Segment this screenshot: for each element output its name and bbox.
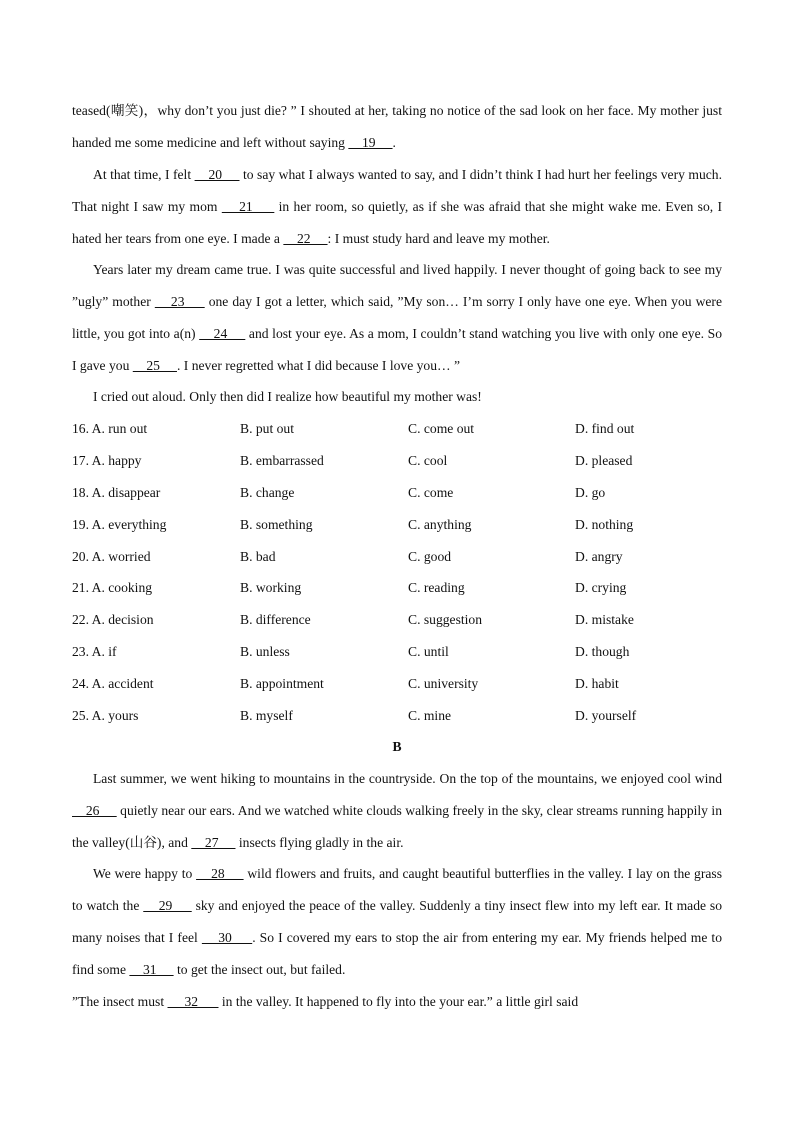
option-b[interactable]: B. myself: [240, 708, 293, 724]
option-a[interactable]: 19. A. everything: [72, 516, 167, 532]
passage-text: At that time, I felt: [93, 167, 195, 182]
passage-text: and lost your eye. As a mom, I couldn’t stand watching you live with only one eye. So I gave you: [72, 325, 722, 373]
option-d[interactable]: D. angry: [575, 548, 623, 564]
option-d[interactable]: D. yourself: [575, 708, 637, 724]
passage-b-paragraph-2: [72, 858, 722, 986]
option-d[interactable]: D. mistake: [575, 612, 634, 628]
option-d[interactable]: D. find out: [575, 421, 635, 436]
passage-text: in her room, so quietly, as if she was afraid that she might wake me. Even so, I hated her tears from one eye. I made a: [72, 198, 722, 246]
option-c[interactable]: C. reading: [408, 580, 465, 596]
passage-text: .: [392, 134, 396, 150]
option-a[interactable]: 21. A. cooking: [72, 580, 153, 596]
option-d[interactable]: D. though: [575, 644, 630, 660]
question-row-21: [72, 572, 722, 604]
option-d[interactable]: D. pleased: [575, 452, 633, 468]
option-a[interactable]: 20. A. worried: [72, 548, 151, 564]
question-row-24: [72, 668, 722, 700]
question-row-23: [72, 636, 722, 668]
passage-b-paragraph-1: [72, 763, 722, 859]
option-b[interactable]: B. unless: [240, 644, 290, 660]
blank-27: 27: [191, 834, 236, 850]
option-a[interactable]: 22. A. decision: [72, 612, 154, 628]
passage-text: Years later my dream came true. I was quite successful and lived happily. I never thought of going back to see my ”ugly” mother: [72, 262, 722, 309]
option-d[interactable]: D. nothing: [575, 516, 634, 532]
option-c[interactable]: C. good: [408, 548, 452, 564]
passage-text: We were happy to: [93, 866, 197, 881]
question-row-17: [72, 445, 722, 477]
option-b[interactable]: B. something: [240, 516, 313, 532]
option-b[interactable]: B. bad: [240, 548, 276, 564]
option-a[interactable]: 16. A. run out: [72, 421, 148, 436]
section-b-title: B: [392, 739, 402, 754]
passage-text: in the valley. It happened to fly into the your ear.” a little girl said: [218, 994, 579, 1009]
question-row-19: [72, 509, 722, 541]
option-b[interactable]: B. difference: [240, 612, 311, 628]
question-row-22: [72, 604, 722, 636]
option-c[interactable]: C. university: [408, 676, 479, 692]
question-row-20: [72, 541, 722, 573]
passage-text: quietly near our ears. And we watched white clouds walking freely in the sky, clear streams running happily in the valley(山谷), and: [72, 802, 722, 850]
blank-26: 26: [72, 802, 117, 818]
passage-text: insects flying gladly in the air.: [235, 834, 404, 850]
blank-30: 30: [201, 929, 253, 945]
passage-text: to say what I always wanted to say, and I didn’t think I had hurt her feelings very much. That night I saw my mom: [72, 167, 722, 214]
option-d[interactable]: D. habit: [575, 676, 619, 692]
option-d[interactable]: D. go: [575, 484, 606, 500]
question-row-16: [72, 413, 722, 445]
passage-a-paragraph-3: [72, 254, 722, 382]
passage-a-paragraph-4: I cried out aloud. Only then did I realize how beautiful my mother was!: [93, 389, 482, 404]
passage-text: . I never regretted what I did because I love you… ”: [176, 357, 461, 373]
option-c[interactable]: C. until: [408, 644, 449, 660]
passage-text: sky and enjoyed the peace of the valley. Suddenly a tiny insect flew into my left ear. It made so many noises that I feel: [72, 897, 723, 945]
options-list: [72, 413, 722, 732]
option-c[interactable]: C. anything: [408, 516, 472, 532]
blank-31: 31: [129, 961, 174, 977]
option-c[interactable]: C. suggestion: [408, 612, 483, 628]
passage-text: teased(嘲笑)，why don’t you just die? ” I shouted at her, taking no notice of the sad look on her face. My mother just handed me some medicine and left without saying: [72, 103, 722, 150]
passage-text: . So I covered my ears to stop the air from entering my ear. My friends helped me to find some: [72, 929, 723, 977]
option-c[interactable]: C. cool: [408, 452, 448, 468]
blank-24: 24: [199, 325, 246, 341]
question-row-18: [72, 477, 722, 509]
option-b[interactable]: B. embarrassed: [240, 452, 324, 468]
passage-text: ”The insect must: [72, 994, 168, 1009]
blank-32: 32: [167, 994, 219, 1009]
option-a[interactable]: 25. A. yours: [72, 708, 139, 724]
option-b[interactable]: B. put out: [240, 421, 295, 436]
passage-text: Last summer, we went hiking to mountains in the countryside. On the top of the mountains, we enjoyed cool wind: [93, 771, 722, 786]
passage-a-paragraph-2: [72, 159, 722, 255]
blank-20: 20: [194, 167, 240, 182]
passage-text: one day I got a letter, which said, ”My son… I’m sorry I only have one eye. When you were little, you got into a(n): [72, 293, 722, 341]
option-c[interactable]: C. come: [408, 484, 454, 500]
option-b[interactable]: B. working: [240, 580, 302, 596]
option-c[interactable]: C. mine: [408, 708, 452, 724]
blank-22: 22: [283, 230, 328, 246]
blank-25: 25: [132, 357, 177, 373]
option-d[interactable]: D. crying: [575, 580, 627, 596]
blank-23: 23: [154, 293, 205, 309]
passage-text: : I must study hard and leave my mother.: [327, 230, 550, 246]
passage-b-paragraph-3: [72, 986, 722, 1018]
blank-19: 19: [348, 134, 393, 150]
blank-21: 21: [221, 198, 275, 214]
option-b[interactable]: B. appointment: [240, 676, 324, 692]
option-a[interactable]: 23. A. if: [72, 644, 117, 660]
passage-text: wild flowers and fruits, and caught beautiful butterflies in the valley. I lay on the grass to watch the: [72, 866, 722, 913]
question-row-25: [72, 700, 722, 732]
blank-29: 29: [143, 897, 192, 913]
option-a[interactable]: 24. A. accident: [72, 676, 154, 692]
blank-28: 28: [196, 866, 244, 881]
option-b[interactable]: B. change: [240, 484, 295, 500]
option-c[interactable]: C. come out: [408, 421, 475, 436]
passage-text: to get the insect out, but failed.: [173, 961, 346, 977]
option-a[interactable]: 18. A. disappear: [72, 484, 161, 500]
option-a[interactable]: 17. A. happy: [72, 452, 142, 468]
passage-a-paragraph-1: [72, 95, 722, 159]
